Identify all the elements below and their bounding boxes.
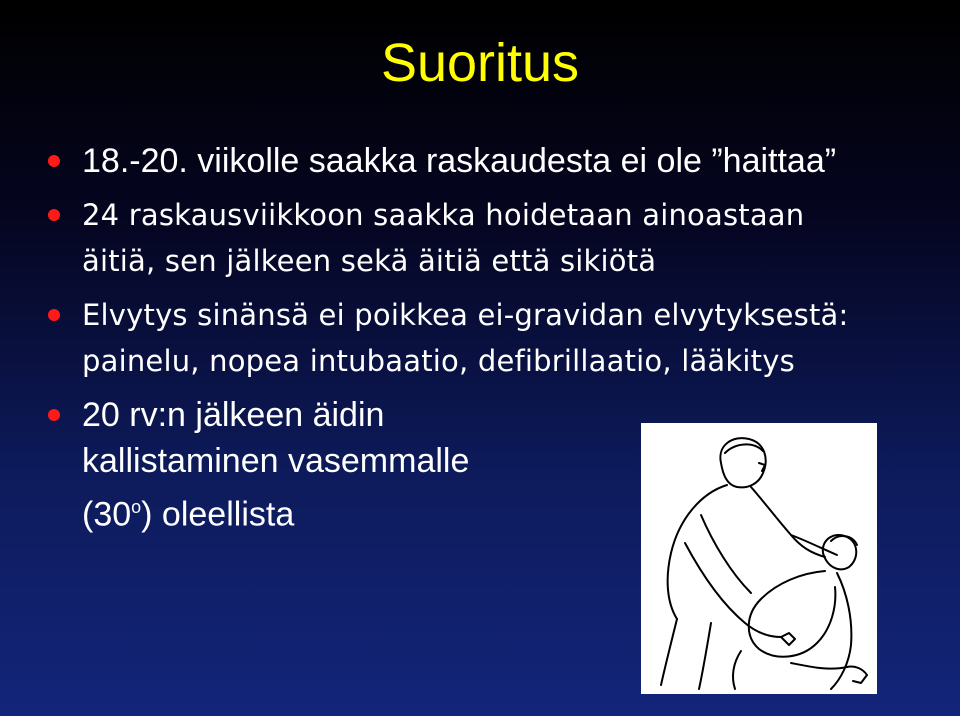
bullet-dot-icon [48, 409, 60, 421]
bullet-item [40, 292, 940, 384]
bullet-dot-icon [48, 155, 60, 167]
bullet-item [40, 138, 940, 184]
bullet-text: äitiä, sen jälkeen sekä äitiä että sikiötä [82, 244, 657, 278]
bullet-text: Elvytys sinänsä ei poikkea ei-gravidan elvytyksestä: [82, 298, 849, 332]
bullet-text: 24 raskausviikkoon saakka hoidetaan ainoastaan [82, 198, 805, 232]
bullet-text-pre: (30 [82, 495, 132, 534]
degree-mark: o [131, 497, 142, 517]
resuscitation-tilt-illustration [641, 423, 877, 694]
bullet-dot-icon [48, 209, 60, 221]
bullet-text: 18.-20. viikolle saakka raskaudesta ei ole ”haittaa” [82, 142, 837, 180]
bullet-text: kallistaminen vasemmalle [82, 442, 470, 480]
bullet-text: 20 rv:n jälkeen äidin [82, 396, 385, 434]
bullet-item [40, 192, 940, 284]
slide-title: Suoritus [380, 33, 580, 93]
bullet-dot-icon [48, 309, 60, 321]
bullet-text: painelu, nopea intubaatio, defibrillaatio, lääkitys [82, 344, 795, 378]
bullet-text-post: ) oleellista [141, 495, 295, 534]
